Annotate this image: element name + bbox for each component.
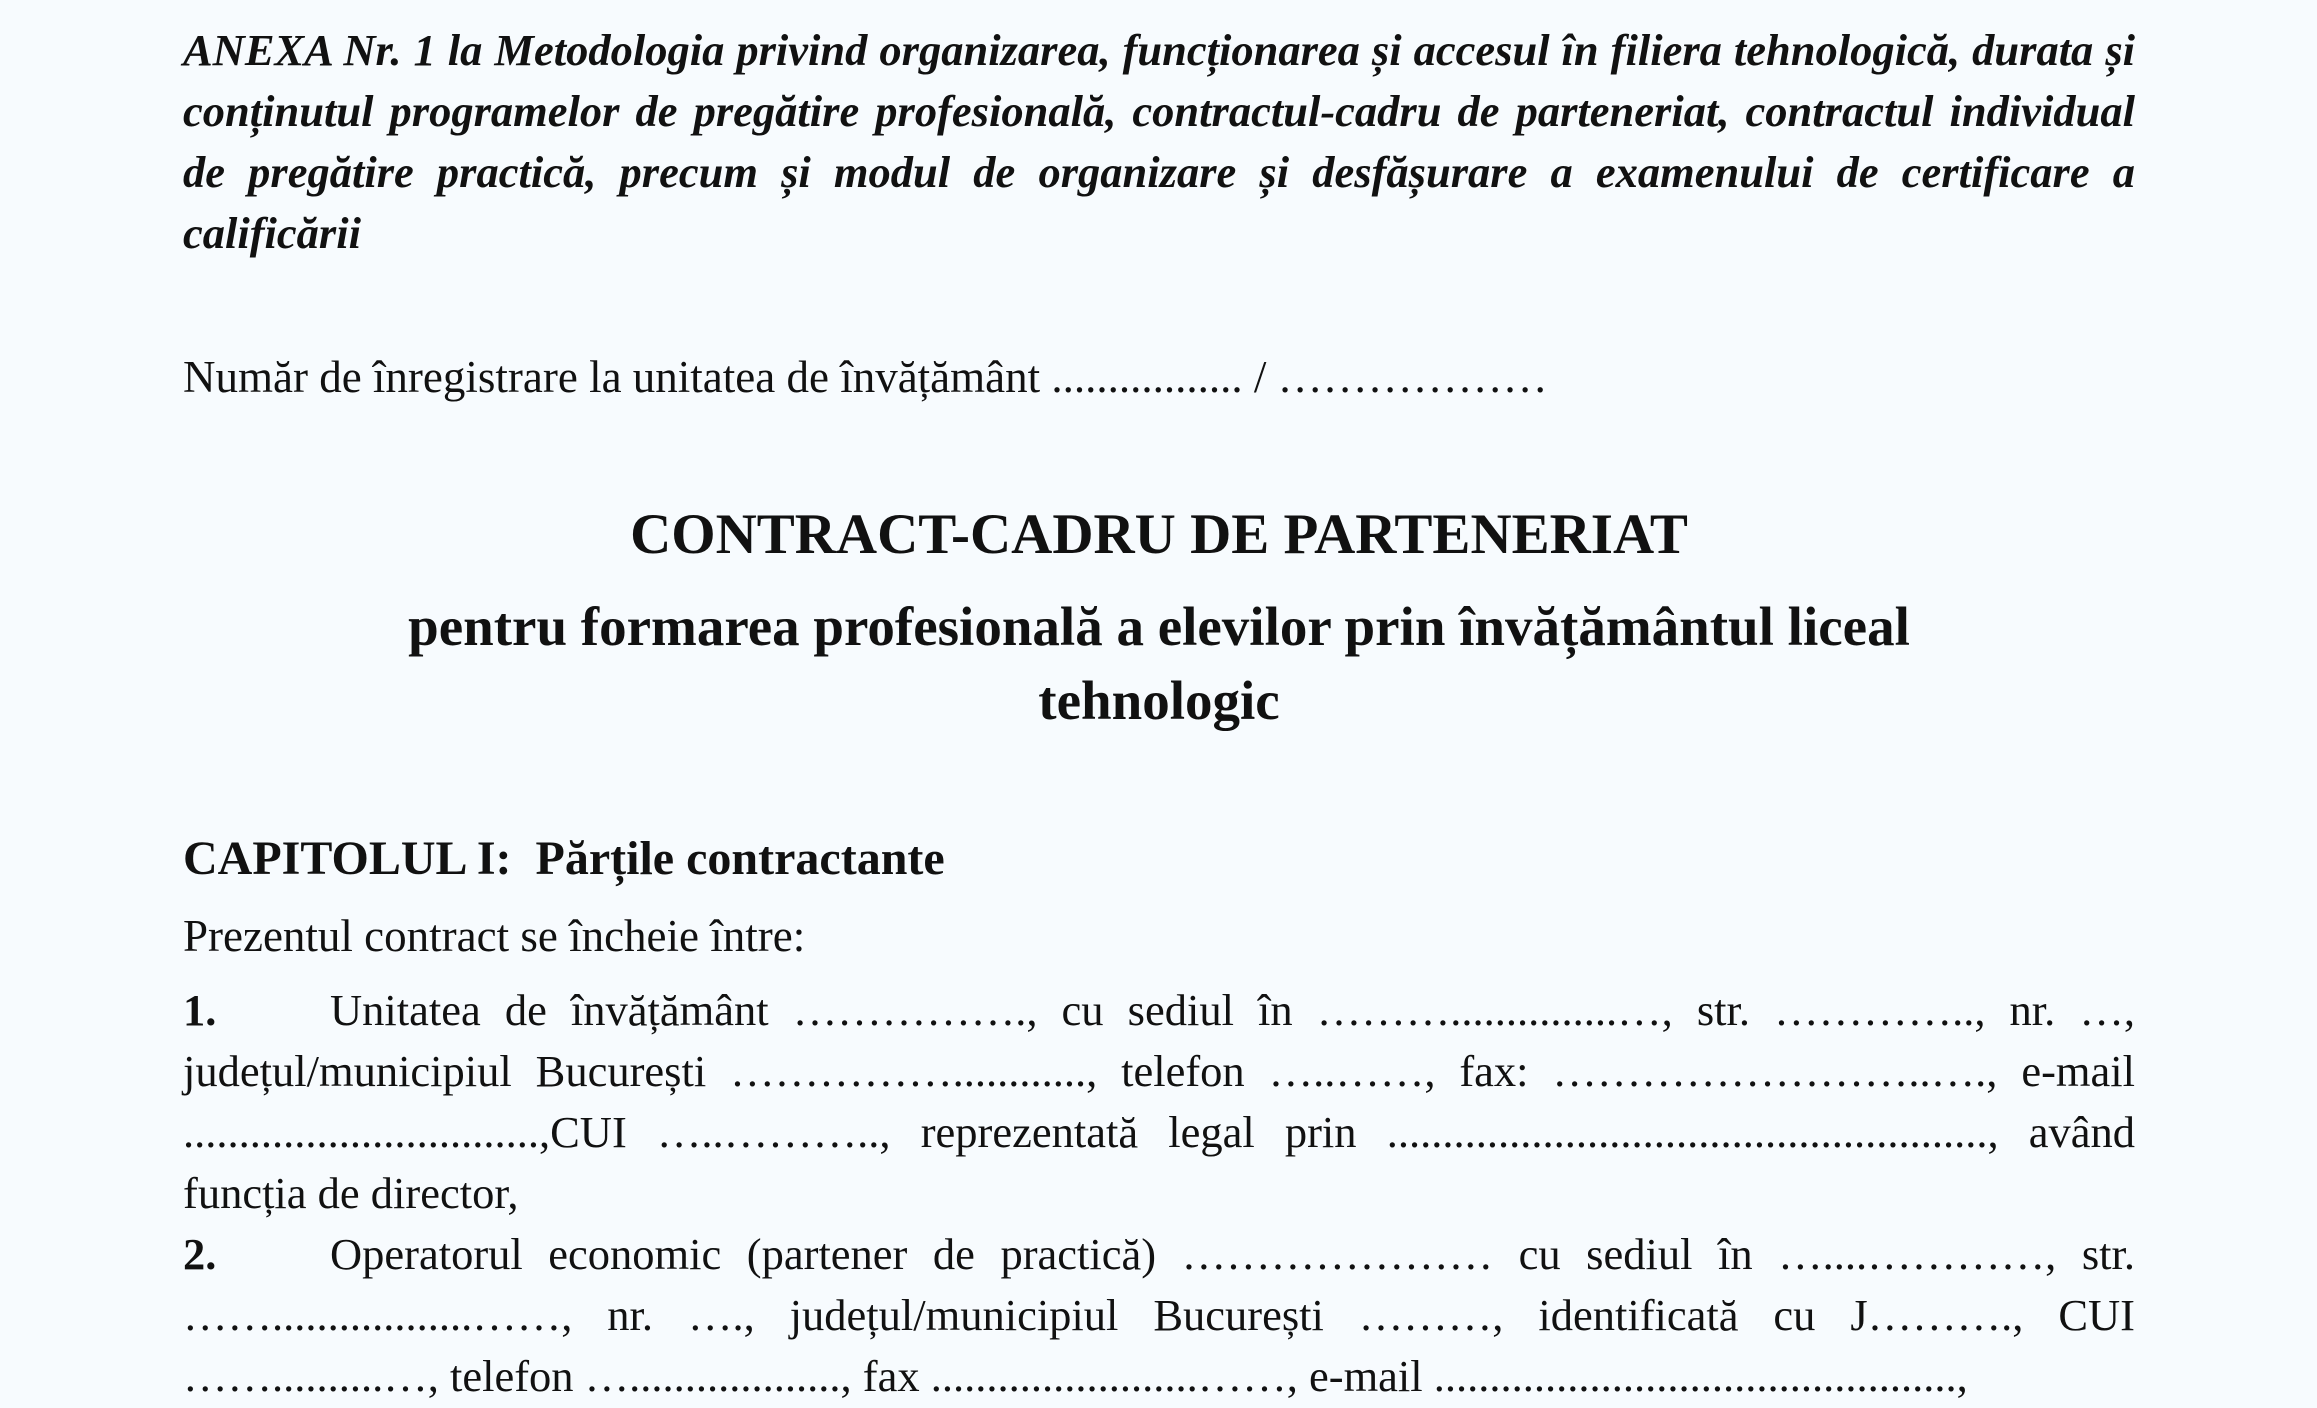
- party-paragraph-operator: [183, 1224, 2135, 1407]
- chapter-heading: CAPITOLUL I: Părțile contractante: [183, 832, 945, 885]
- party-number: 2.: [183, 1229, 217, 1279]
- contract-subtitle-line-1: pentru formarea profesională a elevilor prin învățământul liceal: [408, 596, 1910, 657]
- party-text: Unitatea de învățământ ……………., cu sediul în ………...............…, str. ………….., nr. …, județul/municipiul București ……………............, telefon …..……, fax: ……………………..…., e-mail ................................,CUI …..……….., reprezentată legal prin ......................................................, având funcția de director,: [183, 985, 2135, 1218]
- contract-title: CONTRACT-CADRU DE PARTENERIAT: [630, 503, 1688, 566]
- annex-heading: ANEXA Nr. 1 la Metodologia privind organizarea, funcționarea și accesul în filiera tehnologică, durata și conținutul programelor de pregătire profesională, contractul-cadru de parteneriat, contractul individual de pregătire practică, precum și modul de organizare și desfășurare a examenului de certificare a calificării: [183, 25, 2135, 258]
- party-paragraph-school: [183, 980, 2135, 1224]
- registration-number-line: Număr de înregistrare la unitatea de învățământ ................. / ………………: [183, 352, 1548, 402]
- party-number: 1.: [183, 985, 217, 1035]
- contract-subtitle: [183, 590, 2135, 738]
- party-text: Operatorul economic (partener de practică) ………………… cu sediul în …....…………, str. ……..................……, nr. …., județul/municipiul București ………, identificată cu J………., CUI ……..........…, telefon …..................., fax ........................……, e-mail ...............................................,: [183, 1229, 2135, 1401]
- contract-subtitle-line-2: tehnologic: [1038, 670, 1280, 731]
- intro-text: Prezentul contract se încheie între:: [183, 911, 806, 961]
